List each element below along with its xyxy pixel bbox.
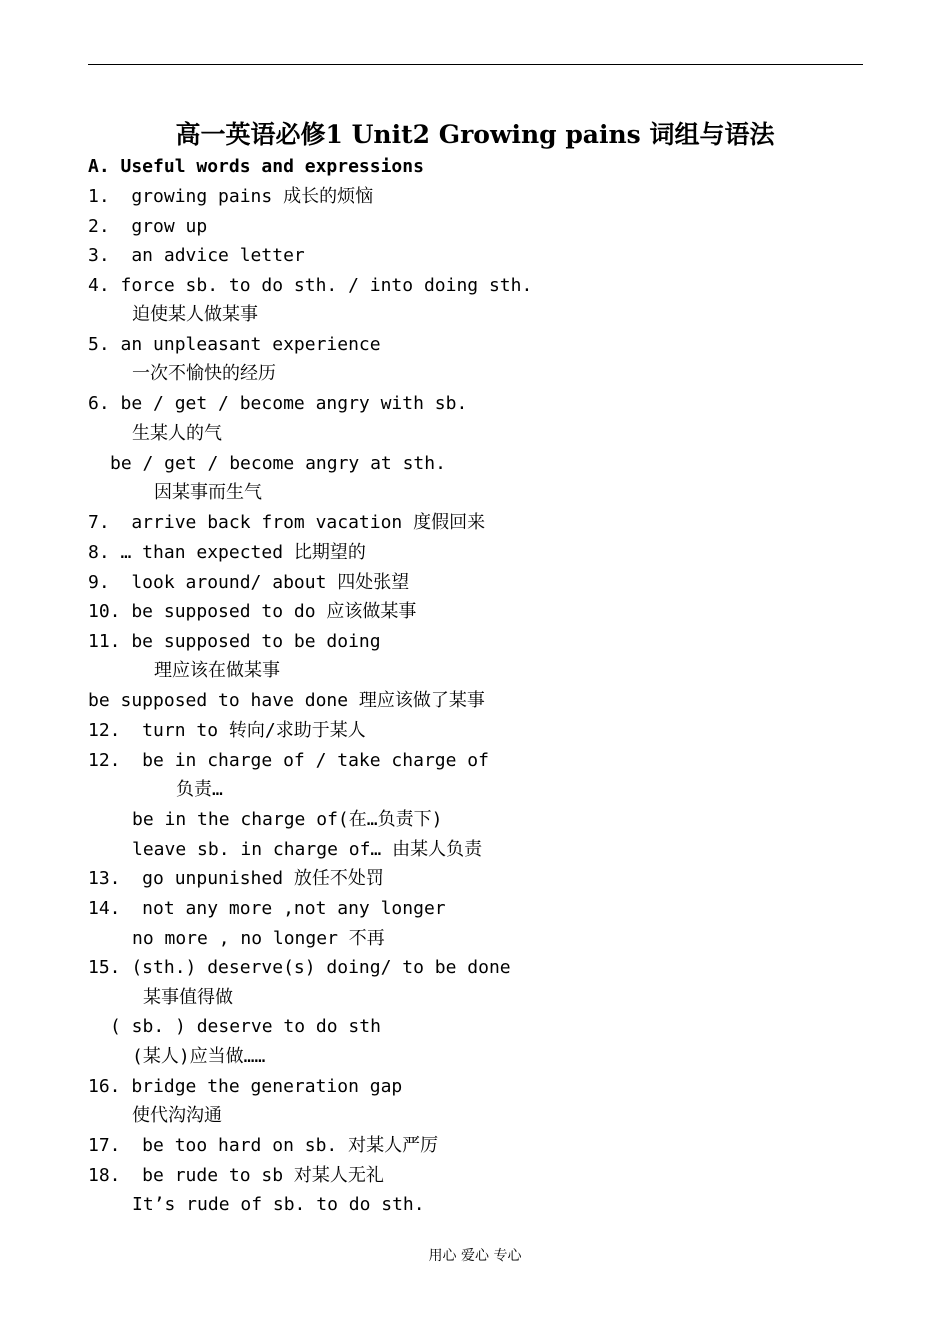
entry-line: 5. an unpleasant experience: [88, 334, 381, 355]
entry-translation: 一次不愉快的经历: [132, 363, 276, 384]
entry-translation: 使代沟沟通: [132, 1105, 222, 1126]
page-title: 高一英语必修1 Unit2 Growing pains 词组与语法: [175, 120, 775, 149]
entry-line: ( sb. ) deserve to do sth: [110, 1016, 381, 1037]
page-footer: 用心 爱心 专心: [428, 1248, 522, 1264]
entry-translation: 负责…: [176, 779, 223, 800]
entry-translation: 因某事而生气: [154, 482, 262, 503]
entry-line: 10. be supposed to do 应该做某事: [88, 601, 417, 622]
entry-line: leave sb. in charge of… 由某人负责: [132, 839, 483, 860]
entry-translation: (某人)应当做……: [132, 1046, 266, 1067]
entry-translation: 生某人的气: [132, 423, 222, 444]
entry-line: 3. an advice letter: [88, 245, 305, 266]
entry-line: 7. arrive back from vacation 度假回来: [88, 512, 486, 533]
entry-translation: 某事值得做: [143, 987, 233, 1008]
entry-line: 11. be supposed to be doing: [88, 631, 381, 652]
entry-translation: 理应该在做某事: [154, 660, 280, 681]
entry-line: 15. (sth.) deserve(s) doing/ to be done: [88, 957, 511, 978]
entry-line: 16. bridge the generation gap: [88, 1076, 403, 1097]
header-rule: [88, 64, 863, 65]
entry-line: 6. be / get / become angry with sb.: [88, 393, 468, 414]
entry-line: 18. be rude to sb 对某人无礼: [88, 1165, 384, 1186]
entry-line: 12. be in charge of / take charge of: [88, 750, 489, 771]
entry-translation: 迫使某人做某事: [132, 304, 258, 325]
entry-line: 2. grow up: [88, 216, 208, 237]
entry-line: 12. turn to 转向/求助于某人: [88, 720, 366, 741]
entry-line: 13. go unpunished 放任不处罚: [88, 868, 384, 889]
entry-line: 8. … than expected 比期望的: [88, 542, 366, 563]
entry-line: It’s rude of sb. to do sth.: [132, 1194, 425, 1215]
entry-line: 4. force sb. to do sth. / into doing sth.: [88, 275, 533, 296]
entry-line: be supposed to have done 理应该做了某事: [88, 690, 485, 711]
section-heading: A. Useful words and expressions: [88, 156, 424, 177]
entry-line: be in the charge of(在…负责下): [132, 809, 443, 830]
entry-line: 1. growing pains 成长的烦恼: [88, 186, 374, 207]
entry-line: no more , no longer 不再: [132, 928, 385, 949]
entry-line: be / get / become angry at sth.: [110, 453, 446, 474]
entry-line: 17. be too hard on sb. 对某人严厉: [88, 1135, 439, 1156]
entry-line: 14. not any more ,not any longer: [88, 898, 446, 919]
entry-line: 9. look around/ about 四处张望: [88, 572, 410, 593]
